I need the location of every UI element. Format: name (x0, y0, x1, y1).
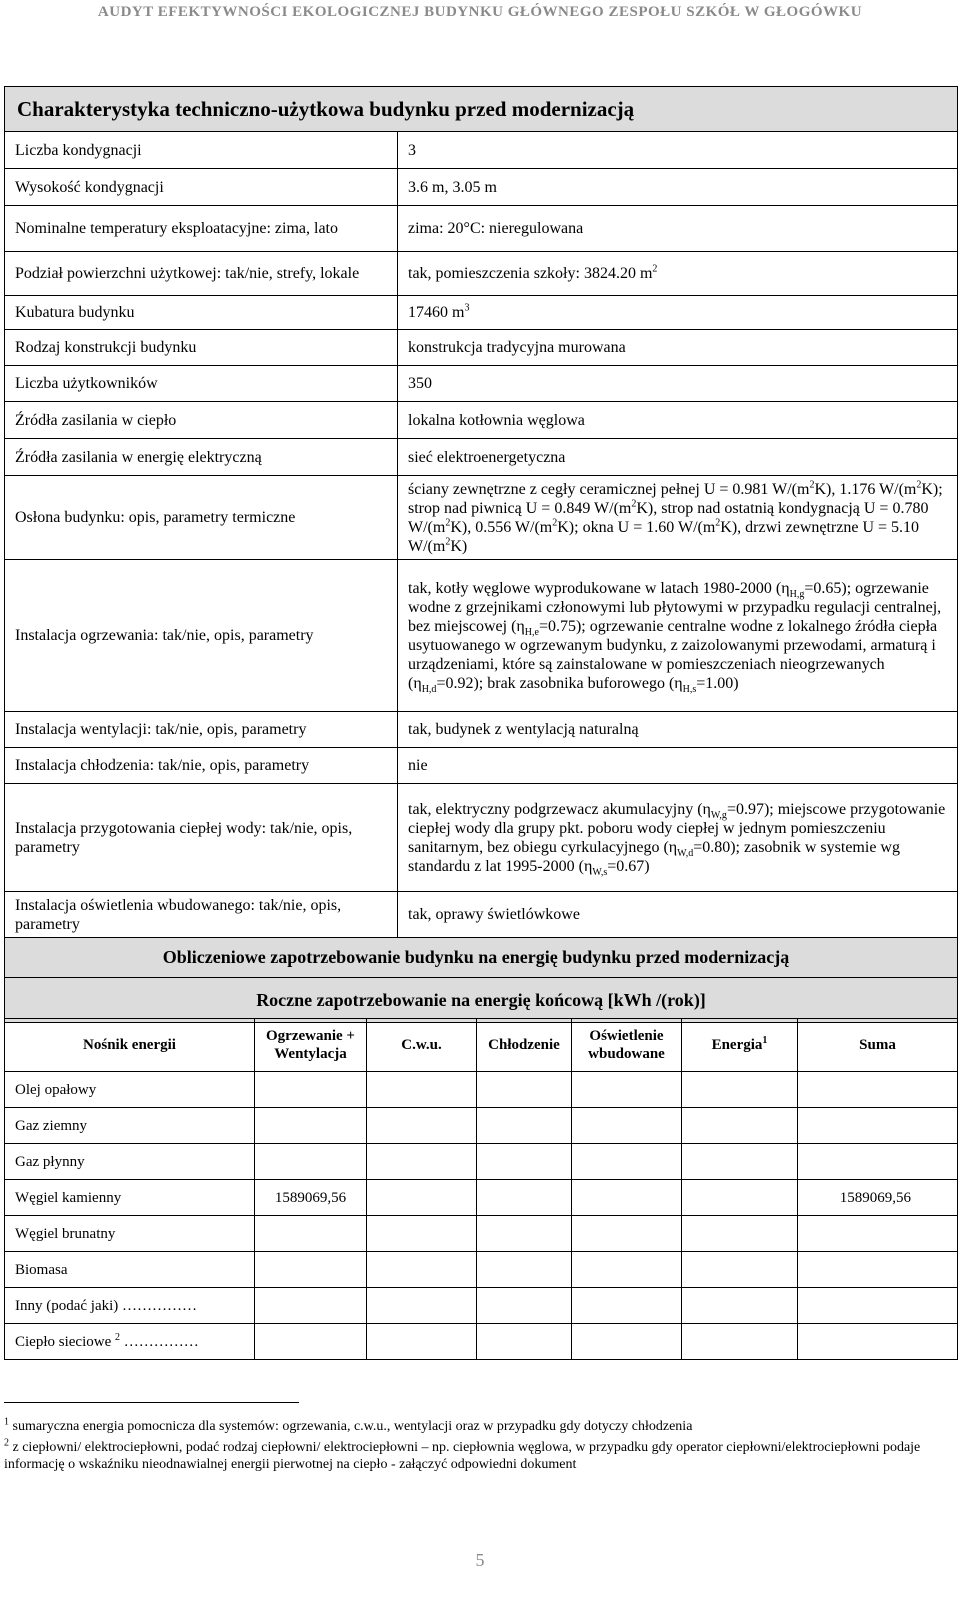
col-header: Ogrzewanie + Wentylacja (255, 1019, 367, 1072)
row-label: Nominalne temperatury eksploatacyjne: zima, lato (5, 206, 398, 252)
row-value: nie (398, 748, 958, 784)
carrier-cell: Węgiel kamienny (5, 1180, 255, 1216)
row-label: Wysokość kondygnacji (5, 169, 398, 206)
table-row (5, 1144, 958, 1180)
carrier-cell: Gaz ziemny (5, 1108, 255, 1144)
row-value: tak, oprawy świetlówkowe (398, 892, 958, 938)
table-row (5, 1108, 958, 1144)
row-label: Instalacja oświetlenia wbudowanego: tak/nie, opis, parametry (5, 892, 398, 938)
row-label: Źródła zasilania w energię elektryczną (5, 439, 398, 476)
row-label: Instalacja ogrzewania: tak/nie, opis, parametry (5, 560, 398, 712)
col-header: Energia$^1$ (682, 1019, 798, 1072)
carrier-cell: Biomasa (5, 1252, 255, 1288)
table-row (5, 1216, 958, 1252)
running-header: AUDYT EFEKTYWNOŚCI EKOLOGICZNEJ BUDYNKU GŁÓWNEGO ZESPOŁU SZKÓŁ W GŁOGÓWKU (97, 4, 863, 20)
heating-value: tak, kotły węglowe wyprodukowane w latach 1980-2000 $(\eta_{H,g}=0.65)$; ogrzewanie wodne z grzejnikami członowymi lub płytowymi w przypadku regulacji centralnej, bez miejscowej $(\eta_{H,e}=0.75)$; ogrzewanie centralne wodne z lokalnego źródła ciepła usytuowanego w ogrzewanym budynku, z zaizolowanymi przewodami, armaturą i urządzeniami, które są zainstalowane w pomieszczeniach nieogrzewanych $(\eta_{H,d}=0.92)$; brak zasobnika buforowego $(\eta_{H,s}=1.00)$ (398, 560, 958, 712)
row-label: Liczba użytkowników (5, 366, 398, 402)
row-label: Podział powierzchni użytkowej: tak/nie, strefy, lokale (5, 252, 398, 296)
row-label: Kubatura budynku (5, 296, 398, 330)
demand-title: Obliczeniowe zapotrzebowanie budynku na energię budynku przed modernizacją (5, 938, 958, 978)
table-row (5, 1072, 958, 1108)
row-value: 3.6 m, 3.05 m (398, 169, 958, 206)
hot-water-value: tak, elektryczny podgrzewacz akumulacyjny $(\eta_{W,g}=0.97)$; miejscowe przygotowanie ciepłej wody dla grupy pkt. poboru wody ciepłej w jednym pomieszczeniu sanitarnym, bez obiegu cyrkulacyjnego $(\eta_{W,d}=0.80)$; zasobnik w systemie wg standardu z lat 1995-2000 $(\eta_{W,s}=0.67)$ (398, 784, 958, 892)
row-value: tak, pomieszczenia szkoły: 3824.20 $m^2$ (398, 252, 958, 296)
energy-demand-table (4, 1018, 958, 1360)
footnote-rule (4, 1402, 299, 1403)
carrier-cell: Olej opałowy (5, 1072, 255, 1108)
row-value: 3 (398, 132, 958, 169)
carrier-cell: Węgiel brunatny (5, 1216, 255, 1252)
col-header: Oświetlenie wbudowane (572, 1019, 682, 1072)
heating-value-cell: 1589069,56 (255, 1180, 367, 1216)
row-value: tak, budynek z wentylacją naturalną (398, 712, 958, 748)
table-row (5, 1252, 958, 1288)
footnote-1: $^1$ sumaryczna energia pomocnicza dla systemów: ogrzewania, c.w.u., wentylacji oraz w przypadku gdy dotyczy chłodzenia (4, 1416, 693, 1434)
carrier-cell: Ciepło sieciowe $^2$ …………… (5, 1324, 255, 1360)
tech-characteristics-table (4, 86, 958, 1023)
col-header: Suma (798, 1019, 958, 1072)
row-value: zima: 20°C: nieregulowana (398, 206, 958, 252)
table-row (5, 1288, 958, 1324)
row-value: 350 (398, 366, 958, 402)
row-value: 17460 $m^3$ (398, 296, 958, 330)
footnote-2: $^2$ z ciepłowni/ elektrociepłowni, podać rodzaj ciepłowni/ elektrociepłowni – np. ciepłownia węglowa, w przypadku gdy operator ciepłowni/elektrociepłowni podaje informację o wskaźniku nieodnawialnej energii pierwotnej na ciepło - załączyć odpowiedni dokument (4, 1437, 921, 1472)
row-value: sieć elektroenergetyczna (398, 439, 958, 476)
col-header: Nośnik energii (5, 1019, 255, 1072)
row-label: Rodzaj konstrukcji budynku (5, 330, 398, 366)
col-header: C.w.u. (367, 1019, 477, 1072)
carrier-cell: Inny (podać jaki) …………… (5, 1288, 255, 1324)
sum-value-cell: 1589069,56 (798, 1180, 958, 1216)
row-label: Źródła zasilania w ciepło (5, 402, 398, 439)
demand-subtitle: Roczne zapotrzebowanie na energię końcową [kWh /(rok)] (5, 978, 958, 1023)
col-header: Chłodzenie (477, 1019, 572, 1072)
envelope-value: ściany zewnętrzne z cegły ceramicznej pełnej U = 0.981 $W/(m^2K)$, 1.176 $W/(m^2K)$; strop nad piwnicą U = 0.849 $W/(m^2K)$, strop nad ostatnią kondygnacją U = 0.780 $W/(m^2K)$, 0.556 $W/(m^2K)$; okna U = 1.60 $W/(m^2K)$, drzwi zewnętrzne U = 5.10 $W/(m^2K)$ (398, 476, 958, 560)
row-label: Osłona budynku: opis, parametry termiczne (5, 476, 398, 560)
table-row (5, 1180, 958, 1216)
row-label: Instalacja przygotowania ciepłej wody: tak/nie, opis, parametry (5, 784, 398, 892)
row-label: Instalacja wentylacji: tak/nie, opis, parametry (5, 712, 398, 748)
table-row (5, 1324, 958, 1360)
row-value: konstrukcja tradycyjna murowana (398, 330, 958, 366)
row-label: Instalacja chłodzenia: tak/nie, opis, parametry (5, 748, 398, 784)
page-number: 5 (475, 1550, 485, 1570)
tech-title: Charakterystyka techniczno-użytkowa budynku przed modernizacją (5, 87, 958, 132)
carrier-cell: Gaz płynny (5, 1144, 255, 1180)
row-value: lokalna kotłownia węglowa (398, 402, 958, 439)
row-label: Liczba kondygnacji (5, 132, 398, 169)
